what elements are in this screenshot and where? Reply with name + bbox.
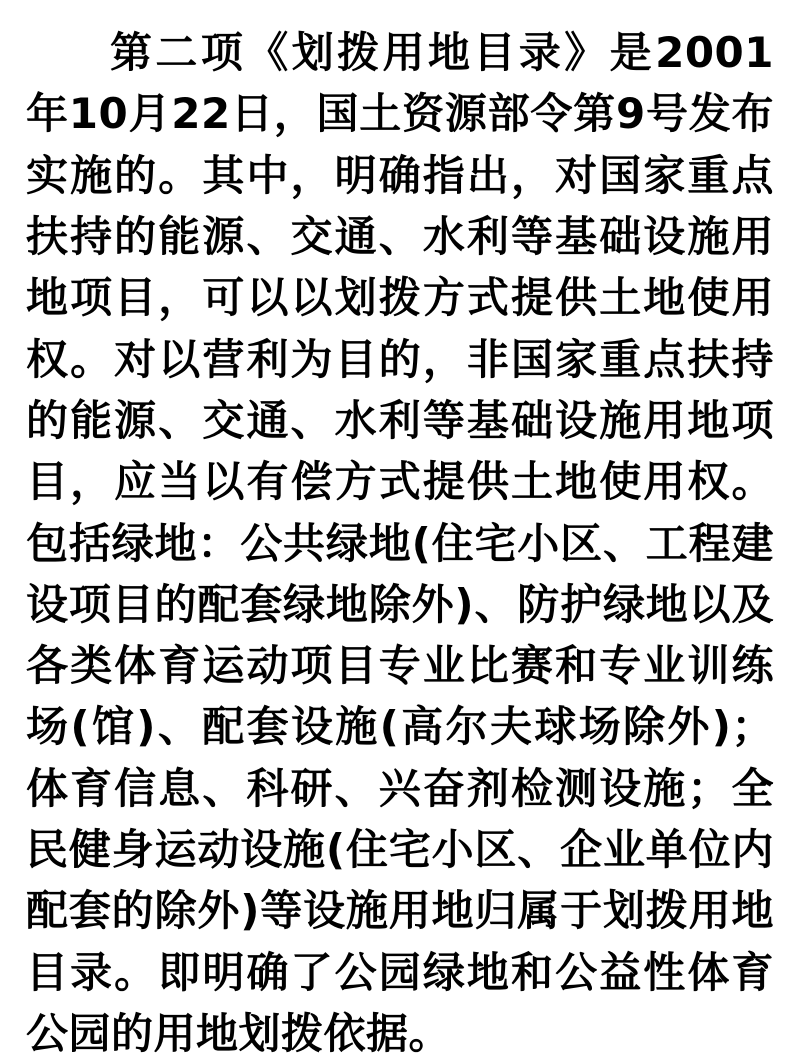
document-paragraph: 第二项《划拨用地目录》是2001年10月22日，国土资源部令第9号发布实施的。其中，明确指出，对国家重点扶持的能源、交通、水利等基础设施用地项目，可以以划拨方式提供土地使用权。对以营利为目的，非国家重点扶持的能源、交通、水利等基础设施用地项目，应当以有偿方式提供土地使用权。包括绿地：公共绿地(住宅小区、工程建设项目的配套绿地除外)、防护绿地以及各类体育运动项目专业比赛和专业训练场(馆)、配套设施(高尔夫球场除外)；体育信息、科研、兴奋剂检测设施；全民健身运动设施(住宅小区、企业单位内配套的除外)等设施用地归属于划拨用地目录。即明确了公园绿地和公益性体育公园的用地划拨依据。 bbox=[26, 28, 774, 1058]
